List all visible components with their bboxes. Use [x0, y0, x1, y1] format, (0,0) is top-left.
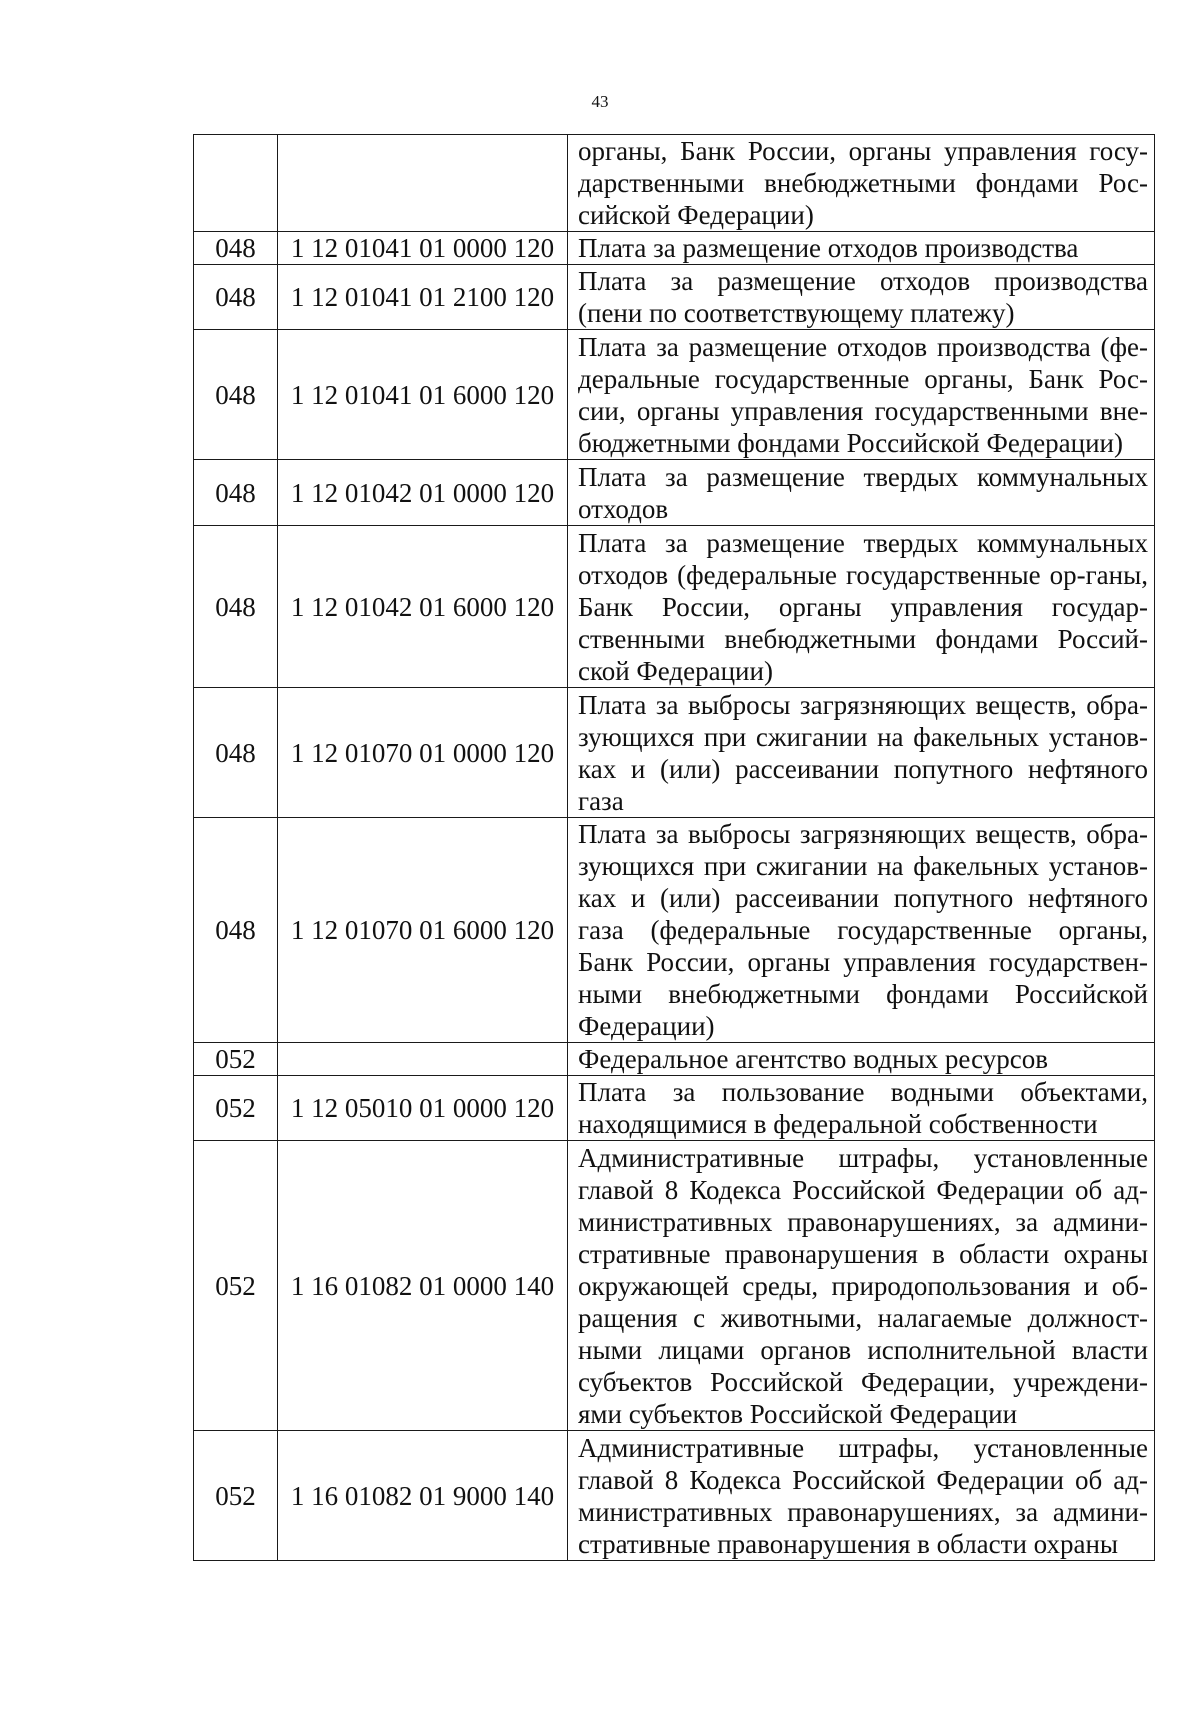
table-row — [194, 1076, 1155, 1141]
admin-code-cell: 048 — [194, 330, 278, 460]
table-row — [194, 232, 1155, 265]
description-cell: Плата за размещение отходов производства — [568, 232, 1155, 265]
table-row — [194, 688, 1155, 818]
description-cell: Плата за размещение отходов производства (фе-деральные государственные органы, Банк Рос-сии, органы управления государственными вне-бюджетными фондами Российской Федерации) — [568, 330, 1155, 460]
description-cell: Плата за пользование водными объектами, находящимися в федеральной собственности — [568, 1076, 1155, 1141]
description-cell: Плата за выбросы загрязняющих веществ, обра-зующихся при сжигании на факельных установ-ках и (или) рассеивании попутного нефтяного газа — [568, 688, 1155, 818]
description-cell: Плата за размещение твердых коммунальных отходов — [568, 460, 1155, 526]
page-number: 43 — [591, 92, 609, 111]
kbk-code-cell: 1 12 05010 01 0000 120 — [278, 1076, 568, 1141]
description-cell: Федеральное агентство водных ресурсов — [568, 1043, 1155, 1076]
kbk-code-cell: 1 16 01082 01 9000 140 — [278, 1431, 568, 1561]
table-row — [194, 526, 1155, 688]
table-row — [194, 1431, 1155, 1561]
description-cell: Плата за размещение отходов производства (пени по соответствующему платежу) — [568, 265, 1155, 330]
admin-code-cell: 048 — [194, 460, 278, 526]
admin-code-cell: 052 — [194, 1431, 278, 1561]
table-row — [194, 135, 1155, 232]
kbk-code-cell: 1 16 01082 01 0000 140 — [278, 1141, 568, 1431]
table-row — [194, 1141, 1155, 1431]
kbk-code-cell — [278, 1043, 568, 1076]
admin-code-cell — [194, 135, 278, 232]
admin-code-cell: 048 — [194, 265, 278, 330]
kbk-code-cell: 1 12 01041 01 0000 120 — [278, 232, 568, 265]
table-row — [194, 330, 1155, 460]
description-cell: Плата за выбросы загрязняющих веществ, обра-зующихся при сжигании на факельных установ-ках и (или) рассеивании попутного нефтяного газа (федеральные государственные органы, Банк России, органы управления государствен-ными внебюджетными фондами Российской Федерации) — [568, 818, 1155, 1043]
admin-code-cell: 048 — [194, 688, 278, 818]
kbk-code-cell — [278, 135, 568, 232]
table-row — [194, 1043, 1155, 1076]
kbk-code-cell: 1 12 01041 01 6000 120 — [278, 330, 568, 460]
kbk-code-cell: 1 12 01042 01 6000 120 — [278, 526, 568, 688]
admin-code-cell: 052 — [194, 1043, 278, 1076]
description-cell: Административные штрафы, установленные главой 8 Кодекса Российской Федерации об ад-министративных правонарушениях, за админи-стративные правонарушения в области охраны окружающей среды, природопользования и об-ращения с животными, налагаемые должност-ными лицами органов исполнительной власти субъектов Российской Федерации, учреждени-ями субъектов Российской Федерации — [568, 1141, 1155, 1431]
kbk-code-cell: 1 12 01070 01 0000 120 — [278, 688, 568, 818]
admin-code-cell: 048 — [194, 818, 278, 1043]
table-row — [194, 460, 1155, 526]
kbk-code-cell: 1 12 01042 01 0000 120 — [278, 460, 568, 526]
kbk-code-cell: 1 12 01070 01 6000 120 — [278, 818, 568, 1043]
description-cell: Административные штрафы, установленные главой 8 Кодекса Российской Федерации об ад-министративных правонарушениях, за админи-стративные правонарушения в области охраны — [568, 1431, 1155, 1561]
description-cell: органы, Банк России, органы управления госу-дарственными внебюджетными фондами Рос-сийской Федерации) — [568, 135, 1155, 232]
admin-code-cell: 052 — [194, 1141, 278, 1431]
admin-code-cell: 048 — [194, 526, 278, 688]
admin-code-cell: 052 — [194, 1076, 278, 1141]
table-row — [194, 818, 1155, 1043]
table-row — [194, 265, 1155, 330]
budget-codes-table — [193, 134, 1155, 1561]
kbk-code-cell: 1 12 01041 01 2100 120 — [278, 265, 568, 330]
description-cell: Плата за размещение твердых коммунальных отходов (федеральные государственные ор-ганы, Банк России, органы управления государ-ственными внебюджетными фондами Россий-ской Федерации) — [568, 526, 1155, 688]
admin-code-cell: 048 — [194, 232, 278, 265]
